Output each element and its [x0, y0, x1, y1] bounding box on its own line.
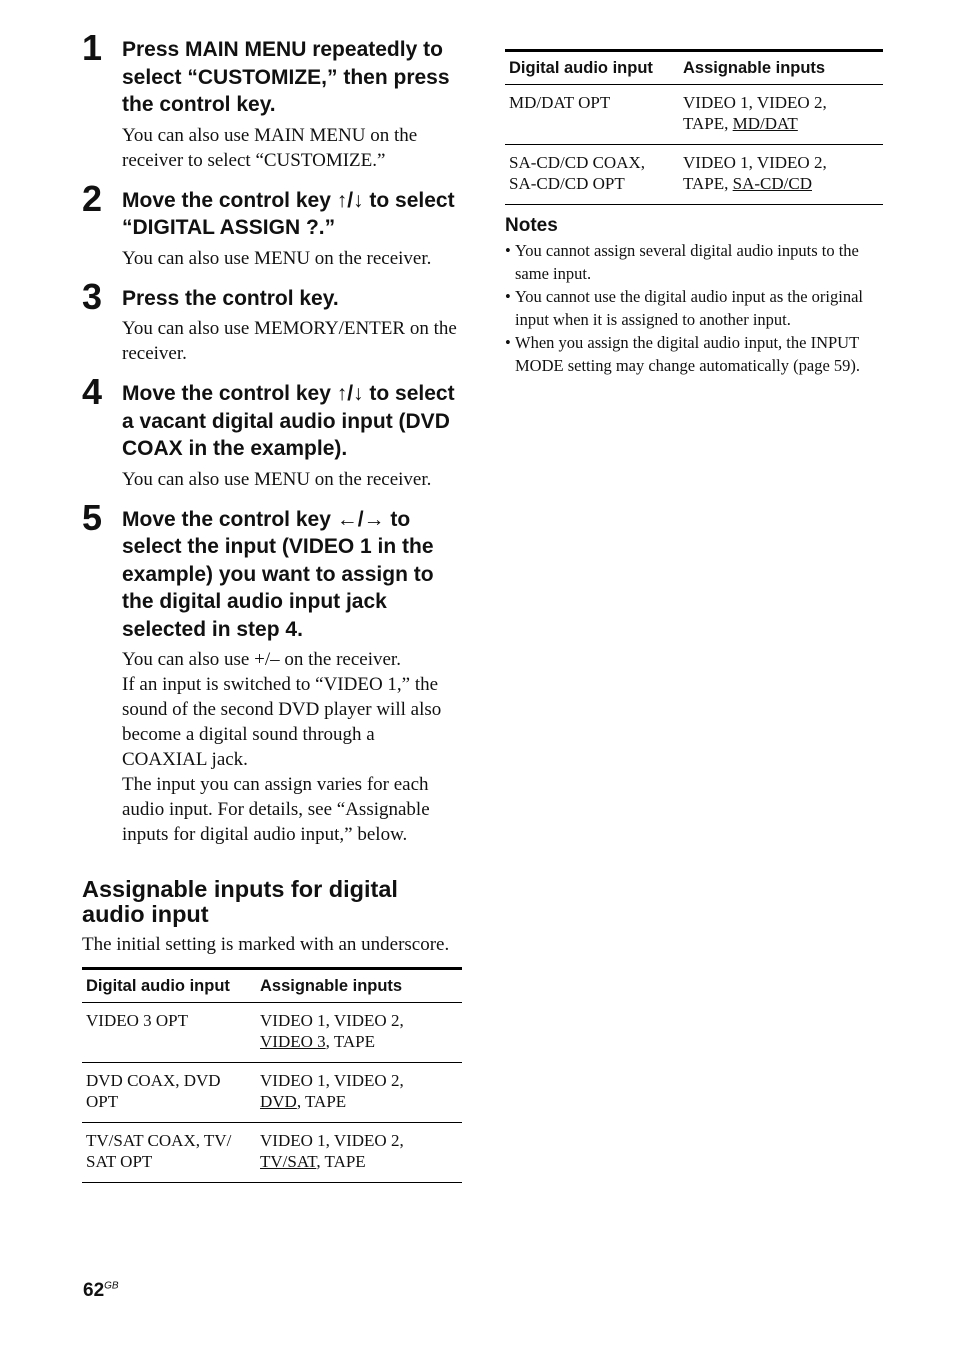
- inputs-rest: , TAPE: [316, 1151, 366, 1171]
- column-header-assignable-inputs: Assignable inputs: [256, 969, 462, 1003]
- inputs-line: VIDEO 1, VIDEO 2,: [260, 1131, 404, 1150]
- assignable-inputs-cell: [256, 1003, 462, 1063]
- inputs-line: VIDEO 1, VIDEO 2,: [260, 1071, 404, 1090]
- note-item: [505, 285, 883, 331]
- step-title: Move the control key ↑/↓ to select “DIGITAL ASSIGN ?.”: [122, 188, 455, 239]
- step-text: You can also use +/– on the receiver.: [122, 649, 401, 670]
- bullet: •: [505, 333, 511, 352]
- notes-title: Notes: [505, 215, 558, 236]
- step-text: If an input is switched to “VIDEO 1,” the sound of the second DVD player will also become a digital sound through a COAXIAL jack.: [122, 674, 442, 770]
- assignable-inputs-table: [82, 967, 462, 1183]
- bullet: •: [505, 241, 511, 260]
- table-header-row: [82, 969, 462, 1003]
- inputs-line: VIDEO 1, VIDEO 2,: [683, 153, 827, 172]
- step-body: [122, 246, 462, 271]
- step-text: You can also use MAIN MENU on the receiver to select “CUSTOMIZE.”: [122, 124, 418, 171]
- step-title: Move the control key ↑/↓ to select a vacant digital audio input (DVD COAX in the example).: [122, 382, 455, 460]
- step-number: 4: [82, 371, 103, 412]
- note-text: You cannot use the digital audio input as the original input when it is assigned to another input.: [515, 287, 863, 329]
- note-item: [505, 239, 883, 285]
- step-number: 3: [82, 275, 103, 317]
- initial-setting: MD/DAT: [732, 113, 798, 133]
- inputs-line: VIDEO 1, VIDEO 2,: [683, 93, 827, 112]
- column-header-digital-audio-input: Digital audio input: [82, 969, 256, 1003]
- section-title: Assignable inputs for digital audio input: [82, 876, 398, 927]
- step-title: Move the control key ←/→ to select the input (VIDEO 1 in the example) you want to assign to the digital audio input jack selected in step 4.: [122, 507, 434, 641]
- initial-setting: TV/SAT: [260, 1151, 317, 1171]
- table-header-row: [505, 51, 883, 85]
- assignable-inputs-cell: [256, 1123, 462, 1183]
- table-row: [505, 145, 883, 205]
- step-title: Press MAIN MENU repeatedly to select “CUSTOMIZE,” then press the control key.: [122, 38, 450, 116]
- section-intro: The initial setting is marked with an underscore.: [82, 934, 450, 955]
- digital-audio-input-cell: VIDEO 3 OPT: [82, 1003, 256, 1063]
- bullet: •: [505, 287, 511, 306]
- assignable-inputs-cell: [679, 145, 883, 205]
- digital-audio-input-cell: SA-CD/CD COAX, SA-CD/CD OPT: [505, 145, 679, 205]
- assignable-inputs-cell: [679, 85, 883, 145]
- note-text: You cannot assign several digital audio inputs to the same input.: [515, 241, 859, 283]
- table-row: [82, 1063, 462, 1123]
- column-header-digital-audio-input: Digital audio input: [505, 51, 679, 85]
- inputs-prefix: TAPE,: [683, 113, 733, 133]
- step-4: [82, 371, 462, 492]
- step-title: Press the control key.: [122, 286, 339, 310]
- step-text: You can also use MENU on the receiver.: [122, 247, 432, 269]
- assignable-inputs-section: [82, 877, 462, 1183]
- initial-setting: VIDEO 3: [260, 1031, 326, 1051]
- inputs-rest: , TAPE: [325, 1031, 375, 1051]
- table-row: [82, 1003, 462, 1063]
- initial-setting: DVD: [260, 1091, 297, 1111]
- assignable-inputs-table-continued: [505, 49, 883, 205]
- left-column: [82, 27, 462, 1183]
- page-number-value: 62: [83, 1280, 105, 1301]
- step-number: 1: [82, 27, 103, 68]
- note-item: [505, 331, 883, 377]
- notes-section: [505, 215, 883, 377]
- step-body: [122, 647, 462, 847]
- assignable-inputs-cell: [256, 1063, 462, 1123]
- digital-audio-input-cell: TV/SAT COAX, TV/ SAT OPT: [82, 1123, 256, 1183]
- step-number: 5: [82, 496, 103, 538]
- initial-setting: SA-CD/CD: [732, 173, 812, 193]
- notes-list: [505, 239, 883, 377]
- step-2: [82, 177, 462, 271]
- page-number: [83, 1280, 119, 1302]
- step-3: [82, 275, 462, 367]
- step-text: The input you can assign varies for each audio input. For details, see “Assignable inputs for digital audio input,” below.: [122, 774, 430, 845]
- page-region-suffix: GB: [104, 1280, 119, 1292]
- right-column: [505, 49, 883, 377]
- inputs-rest: , TAPE: [296, 1091, 347, 1111]
- table-row: [82, 1123, 462, 1183]
- step-number: 2: [82, 177, 103, 219]
- step-body: [122, 123, 462, 173]
- step-body: [122, 316, 462, 366]
- digital-audio-input-cell: DVD COAX, DVD OPT: [82, 1063, 256, 1123]
- step-5: [82, 496, 462, 848]
- inputs-prefix: TAPE,: [683, 173, 733, 193]
- step-1: [82, 27, 462, 173]
- step-body: [122, 467, 462, 492]
- step-text: You can also use MENU on the receiver.: [122, 468, 432, 490]
- column-header-assignable-inputs: Assignable inputs: [679, 51, 883, 85]
- step-text: You can also use MEMORY/ENTER on the receiver.: [122, 318, 457, 364]
- inputs-line: VIDEO 1, VIDEO 2,: [260, 1011, 404, 1030]
- note-text: When you assign the digital audio input, the INPUT MODE setting may change automatically (page 59).: [515, 333, 861, 375]
- digital-audio-input-cell: MD/DAT OPT: [505, 85, 679, 145]
- table-row: [505, 85, 883, 145]
